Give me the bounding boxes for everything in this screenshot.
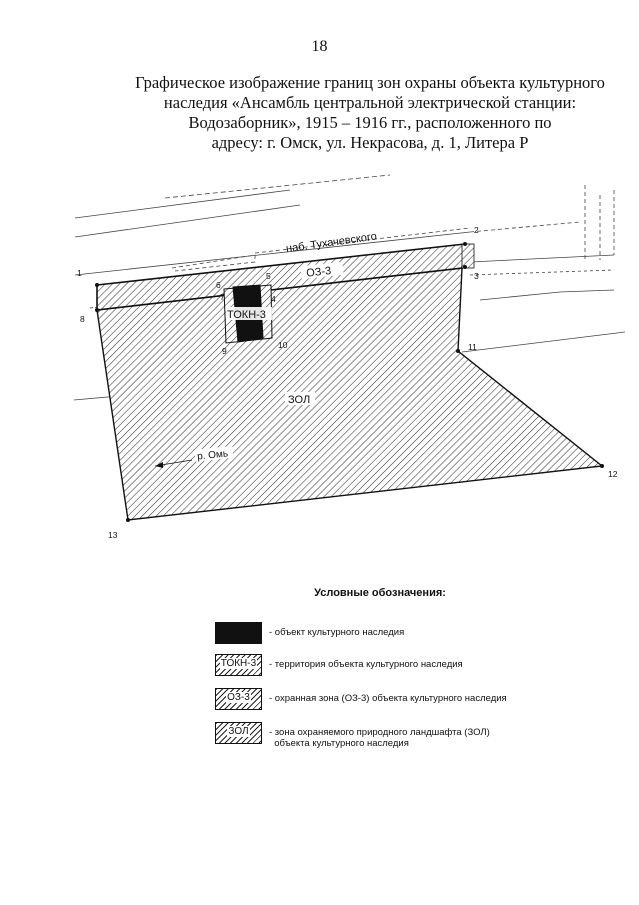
legend-swatch-label xyxy=(215,692,262,703)
legend-swatch-label-text: ЗОЛ xyxy=(228,726,249,737)
point-label-2: 2 xyxy=(474,225,479,235)
legend-swatch-label-text: ОЗ-3 xyxy=(227,692,250,703)
zol-zone-label: ЗОЛ xyxy=(288,394,311,406)
point-label-3: 3 xyxy=(474,271,479,281)
river-label: р. Омь xyxy=(196,448,229,463)
legend-text-line-2: объекта культурного наследия xyxy=(269,738,409,749)
page-number: 18 xyxy=(311,38,328,55)
point-label-13: 13 xyxy=(108,530,118,540)
oz3-edge-block xyxy=(462,244,474,268)
legend-text xyxy=(269,727,569,749)
point-label-1: 1 xyxy=(77,268,82,278)
point-label-5: 5 xyxy=(266,271,271,281)
point-label-7: 7 xyxy=(220,292,225,302)
legend-text: - территория объекта культурного наследия xyxy=(269,659,463,670)
legend-text-line-1: - зона охраняемого природного ландшафта (ЗОЛ) xyxy=(269,727,490,738)
tokn3-zone-label: ТОКН-3 xyxy=(227,309,266,321)
point-label-4: 4 xyxy=(271,294,276,304)
legend-text: - объект культурного наследия xyxy=(269,627,405,638)
legend-swatch-black xyxy=(215,622,262,644)
zol-label-group xyxy=(285,392,315,406)
point-label-6: 6 xyxy=(216,280,221,290)
legend-swatch-label xyxy=(215,658,262,669)
point-label-8: 8 xyxy=(80,314,85,324)
legend-text: - охранная зона (ОЗ-3) объекта культурного наследия xyxy=(269,693,507,704)
legend-swatch-label-text: ТОКН-3 xyxy=(220,658,257,669)
oz3-zone-label: ОЗ-3 xyxy=(305,265,332,280)
point-label-11: 11 xyxy=(468,342,477,352)
title-line-1: Графическое изображение границ зон охраны объекта культурного xyxy=(135,73,605,92)
zol-zone xyxy=(97,268,602,520)
point-label-9: 9 xyxy=(222,346,227,356)
point-label-10: 10 xyxy=(278,340,288,350)
point-label-12: 12 xyxy=(608,469,618,479)
title-line-3: Водозаборник», 1915 – 1916 гг., расположенного по xyxy=(188,113,552,132)
title-line-4: адресу: г. Омск, ул. Некрасова, д. 1, Литера Р xyxy=(211,133,529,152)
legend-heading: Условные обозначения: xyxy=(314,587,446,599)
legend-swatch-label xyxy=(215,726,262,737)
tokn3-label-group xyxy=(226,307,272,321)
title-line-2: наследия «Ансамбль центральной электрической станции: xyxy=(163,93,577,112)
street-label: наб. Тухачевского xyxy=(285,230,378,256)
